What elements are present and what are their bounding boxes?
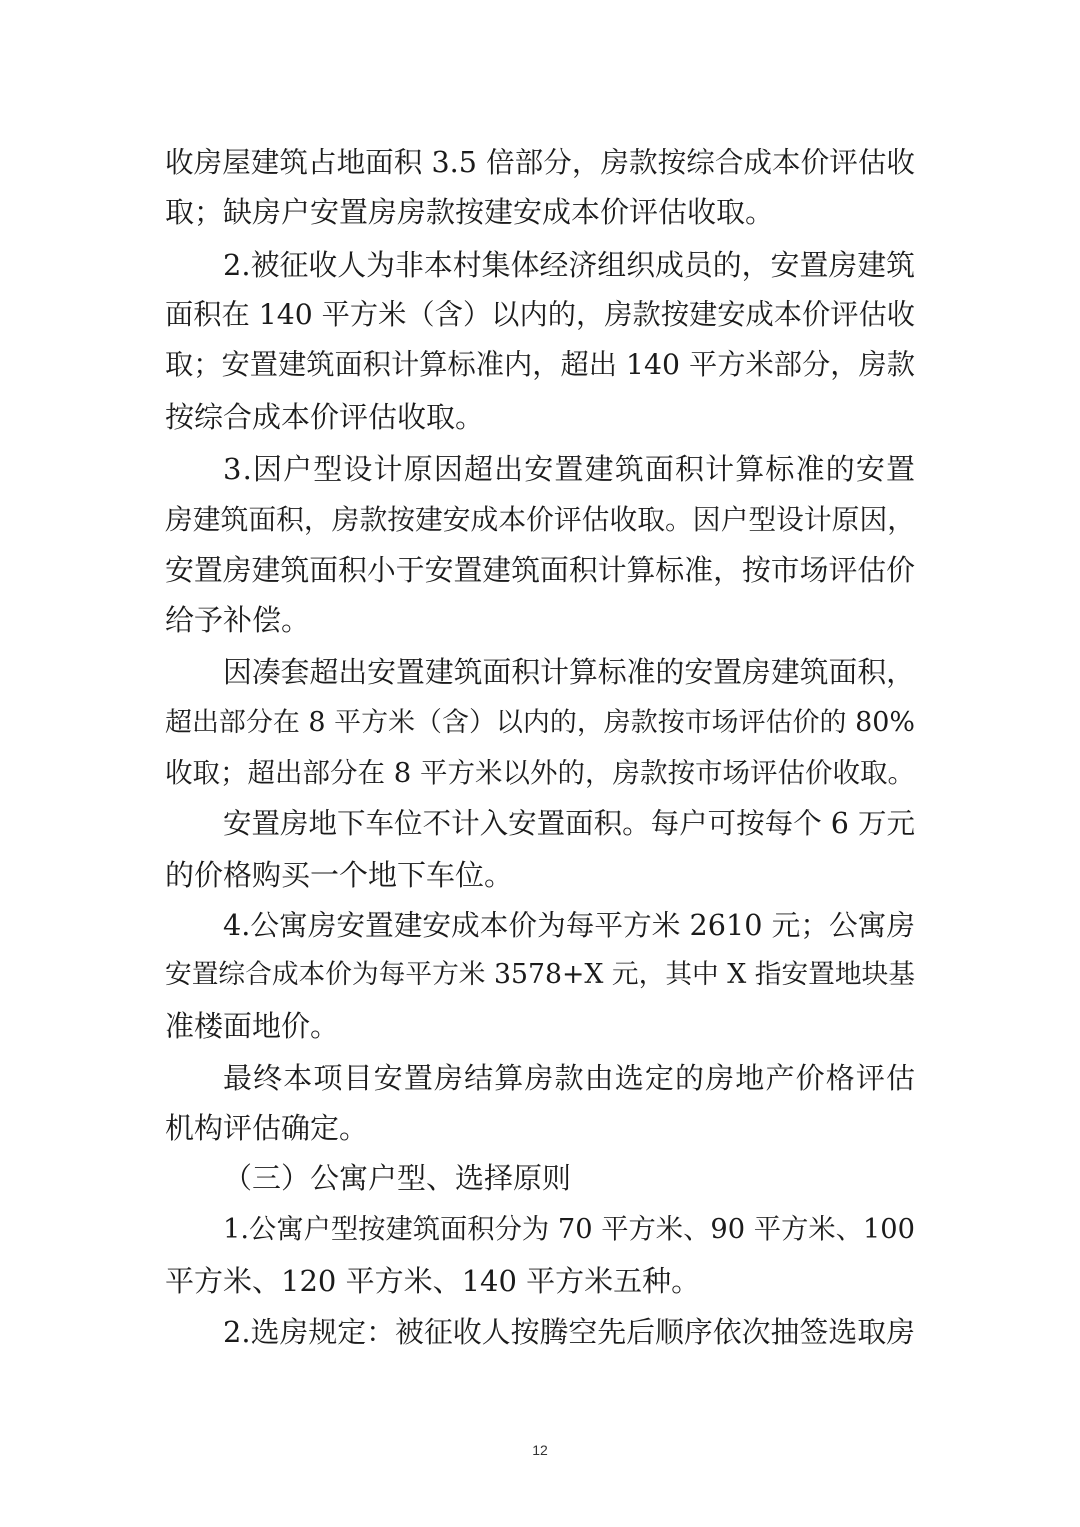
text-line [0, 550, 1080, 590]
section-heading-text: （三）公寓户型、选择原则 [223, 1161, 572, 1195]
text-line-content: 最终本项目安置房结算房款由选定的房地产价格评估 [223, 1061, 917, 1095]
text-line-content: 因凑套超出安置建筑面积计算标准的安置房建筑面积， [223, 655, 915, 689]
text-line [0, 295, 1080, 335]
text-line [0, 1312, 1080, 1352]
text-line [0, 905, 1080, 945]
text-line [0, 652, 1080, 692]
text-line [0, 449, 1080, 489]
text-line-content: 安置房建筑面积小于安置建筑面积计算标准，按市场评估价 [165, 553, 916, 587]
text-line-content: 按综合成本价评估收取。 [165, 400, 485, 434]
text-line-content: 3.因户型设计原因超出安置建筑面积计算标准的安置 [223, 452, 917, 486]
text-line [0, 1058, 1080, 1098]
text-line [0, 753, 1080, 793]
text-line-content: 收取；超出部分在 8 平方米以外的，房款按市场评估价收取。 [165, 757, 915, 789]
text-line [0, 245, 1080, 285]
text-line [0, 703, 1080, 743]
text-line-content: 给予补偿。 [165, 603, 311, 637]
text-line-content: 取；缺房户安置房房款按建安成本价评估收取。 [165, 195, 775, 229]
text-line-content: 2.被征收人为非本村集体经济组织成员的，安置房建筑 [223, 248, 916, 282]
text-line [0, 1210, 1080, 1250]
text-line [0, 600, 1080, 640]
text-line-content: 1.公寓户型按建筑面积分为 70 平方米、90 平方米、100 [223, 1214, 916, 1245]
text-line [0, 397, 1080, 437]
text-line [0, 804, 1080, 844]
text-line-content: 超出部分在 8 平方米（含）以内的，房款按市场评估价的 80% [165, 707, 916, 738]
text-line-content: 收房屋建筑占地面积 3.5 倍部分，房款按综合成本价评估收 [165, 145, 916, 179]
text-line-content: 机构评估确定。 [165, 1111, 369, 1145]
text-line [0, 1261, 1080, 1301]
text-line-content: 2.选房规定：被征收人按腾空先后顺序依次抽签选取房 [223, 1315, 916, 1349]
text-line-content: 平方米、120 平方米、140 平方米五种。 [165, 1264, 701, 1298]
text-line [0, 192, 1080, 232]
page-number: 12 [532, 1442, 548, 1458]
text-line [0, 1108, 1080, 1148]
text-line-content: 准楼面地价。 [165, 1009, 340, 1043]
text-line [0, 1006, 1080, 1046]
text-line-content: 面积在 140 平方米（含）以内的，房款按建安成本价评估收 [165, 298, 915, 331]
text-line-content: 的价格购买一个地下车位。 [165, 858, 514, 892]
text-line-content: 取；安置建筑面积计算标准内，超出 140 平方米部分，房款 [165, 348, 915, 381]
text-line [0, 345, 1080, 385]
text-line [0, 142, 1080, 182]
text-line-content: 安置综合成本价为每平方米 3578+X 元，其中 X 指安置地块基 [165, 959, 915, 990]
section-heading [0, 1158, 1080, 1198]
text-line-content: 房建筑面积，房款按建安成本价评估收取。因户型设计原因， [165, 503, 916, 536]
text-line [0, 855, 1080, 895]
text-line [0, 500, 1080, 540]
text-line [0, 955, 1080, 995]
text-line-content: 4.公寓房安置建安成本价为每平方米 2610 元；公寓房 [223, 908, 916, 942]
text-line-content: 安置房地下车位不计入安置面积。每户可按每个 6 万元 [223, 807, 915, 840]
